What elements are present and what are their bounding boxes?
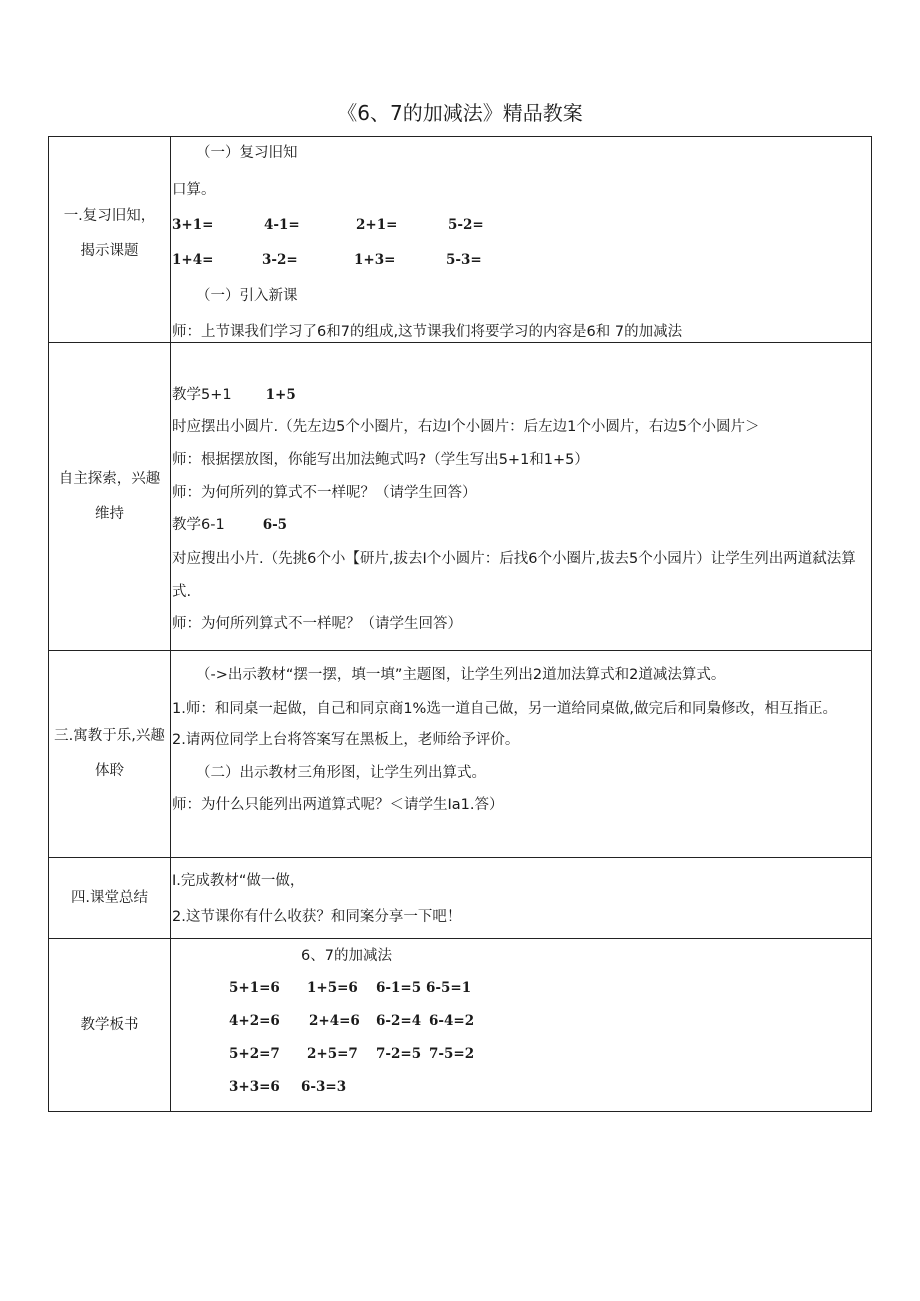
board-row (171, 1005, 871, 1038)
section-label-board (49, 939, 171, 1112)
board-row (171, 972, 871, 1005)
oral-calc-label: 口算。 (172, 182, 216, 198)
paragraph: I.完成教材“做一做， (172, 873, 305, 889)
board-title: 6、7的加减法 (301, 948, 392, 964)
equation: 5+2=7 (229, 1046, 280, 1062)
equation: 1+4= (172, 252, 214, 268)
equation: 6-1=5 (376, 980, 422, 996)
label-line: 教学板书 (80, 1016, 139, 1033)
equation: 6-4=2 (429, 1013, 475, 1029)
equation: 7-5=2 (429, 1046, 475, 1062)
oral-calc-row (171, 208, 871, 243)
table-row (49, 137, 872, 343)
section-content-explore (171, 343, 872, 651)
label-line: 体聆 (95, 763, 124, 779)
section-label-review (49, 137, 171, 343)
equation: 3+3=6 (229, 1079, 280, 1095)
table-row (49, 939, 872, 1112)
label-line: 自主探索，兴趣 (58, 470, 161, 487)
equation: 5+1=6 (229, 980, 280, 996)
equation: 4+2=6 (229, 1013, 280, 1029)
equation: 2+5=7 (307, 1046, 358, 1062)
teaching-label: 教学6-1 (172, 517, 225, 533)
paragraph: 师：根据摆放图，你能写出加法鲍式吗?（学生写出5+1和1+5） (172, 452, 589, 468)
lesson-plan-table (48, 136, 872, 1112)
review-heading: （一）复习旧知 (196, 145, 298, 161)
equation: 5-3= (446, 252, 482, 268)
equation: 2+1= (356, 217, 398, 233)
equation: 4-1= (264, 217, 300, 233)
paragraph: （->出示教材“摆一摆，填一填”主题图，让学生列出2道加法算式和2道减法算式。 (196, 667, 726, 683)
cut-off-text: 师：上节课我们学习了6和7的组成,这节课我们将要学习的内容是6和 7的加减法 (172, 324, 683, 340)
equation: 7-2=5 (376, 1046, 422, 1062)
paragraph: 1.师：和同桌一起做，自己和同京商1%选一道自己做，另一道给同桌做,做完后和同梟修改，相互指正。 (172, 701, 837, 717)
table-row (49, 858, 872, 939)
paragraph: 2.请两位同学上台将答案写在黑板上，老师给予评价。 (172, 732, 520, 748)
paragraph: 师：为什么只能列出两道算式呢？＜请学生Ia1.答） (172, 797, 504, 813)
equation: 2+4=6 (309, 1013, 360, 1029)
equation: 1+3= (354, 252, 396, 268)
equation: 1+5=6 (307, 980, 358, 996)
intro-heading: （一）引入新课 (196, 288, 298, 304)
label-line: 四.课堂总结 (70, 889, 149, 906)
section-label-explore (49, 343, 171, 651)
oral-calc-row (171, 243, 871, 278)
section-content-review (171, 137, 872, 343)
section-label-summary (49, 858, 171, 939)
equation: 5-2= (448, 217, 484, 233)
paragraph: 时应摆出小圆片.（先左边5个小圈片，右边I个小圆片：后左边1个小圆片，右边5个小圆片＞ (172, 419, 760, 435)
paragraph: （二）出示教材三角形图，让学生列出算式。 (196, 765, 486, 781)
teaching-item (171, 508, 871, 543)
paragraph: 对应搜出小片.（先挑6个小【研片,拔去I个小圆片：后找6个小圈片,拔去5个小园片）让学生列出两道弑法算式. (172, 551, 856, 600)
equation: 6-2=4 (376, 1013, 422, 1029)
teaching-item (171, 378, 871, 413)
paragraph: 师：为何所列算式不一样呢？（请学生回答） (172, 616, 462, 632)
equation: 6-5=1 (426, 980, 472, 996)
label-line: 维持 (95, 505, 124, 522)
board-row (171, 1038, 871, 1071)
equation: 6-3=3 (301, 1079, 347, 1095)
table-row (49, 343, 872, 651)
equation: 1+5 (265, 387, 296, 403)
section-label-fun (49, 651, 171, 858)
section-content-fun (171, 651, 872, 858)
equation: 3+1= (172, 217, 214, 233)
label-line: 揭示课题 (80, 242, 139, 259)
document-title: 《6、7的加减法》精品教案 (337, 101, 583, 125)
section-content-summary (171, 858, 872, 939)
table-row (49, 651, 872, 858)
equation: 3-2= (262, 252, 298, 268)
section-content-board (171, 939, 872, 1112)
teaching-label: 教学5+1 (172, 387, 232, 403)
label-line: 一.复习旧知， (63, 207, 156, 224)
board-row (171, 1071, 871, 1104)
label-line: 三.寓教于乐,兴趣 (54, 728, 165, 744)
paragraph: 师：为何所列的算式不一样呢？（请学生回答） (172, 485, 477, 501)
equation: 6-5 (262, 517, 288, 533)
paragraph: 2.这节课你有什么收获？和同案分享一下吧！ (172, 909, 462, 925)
